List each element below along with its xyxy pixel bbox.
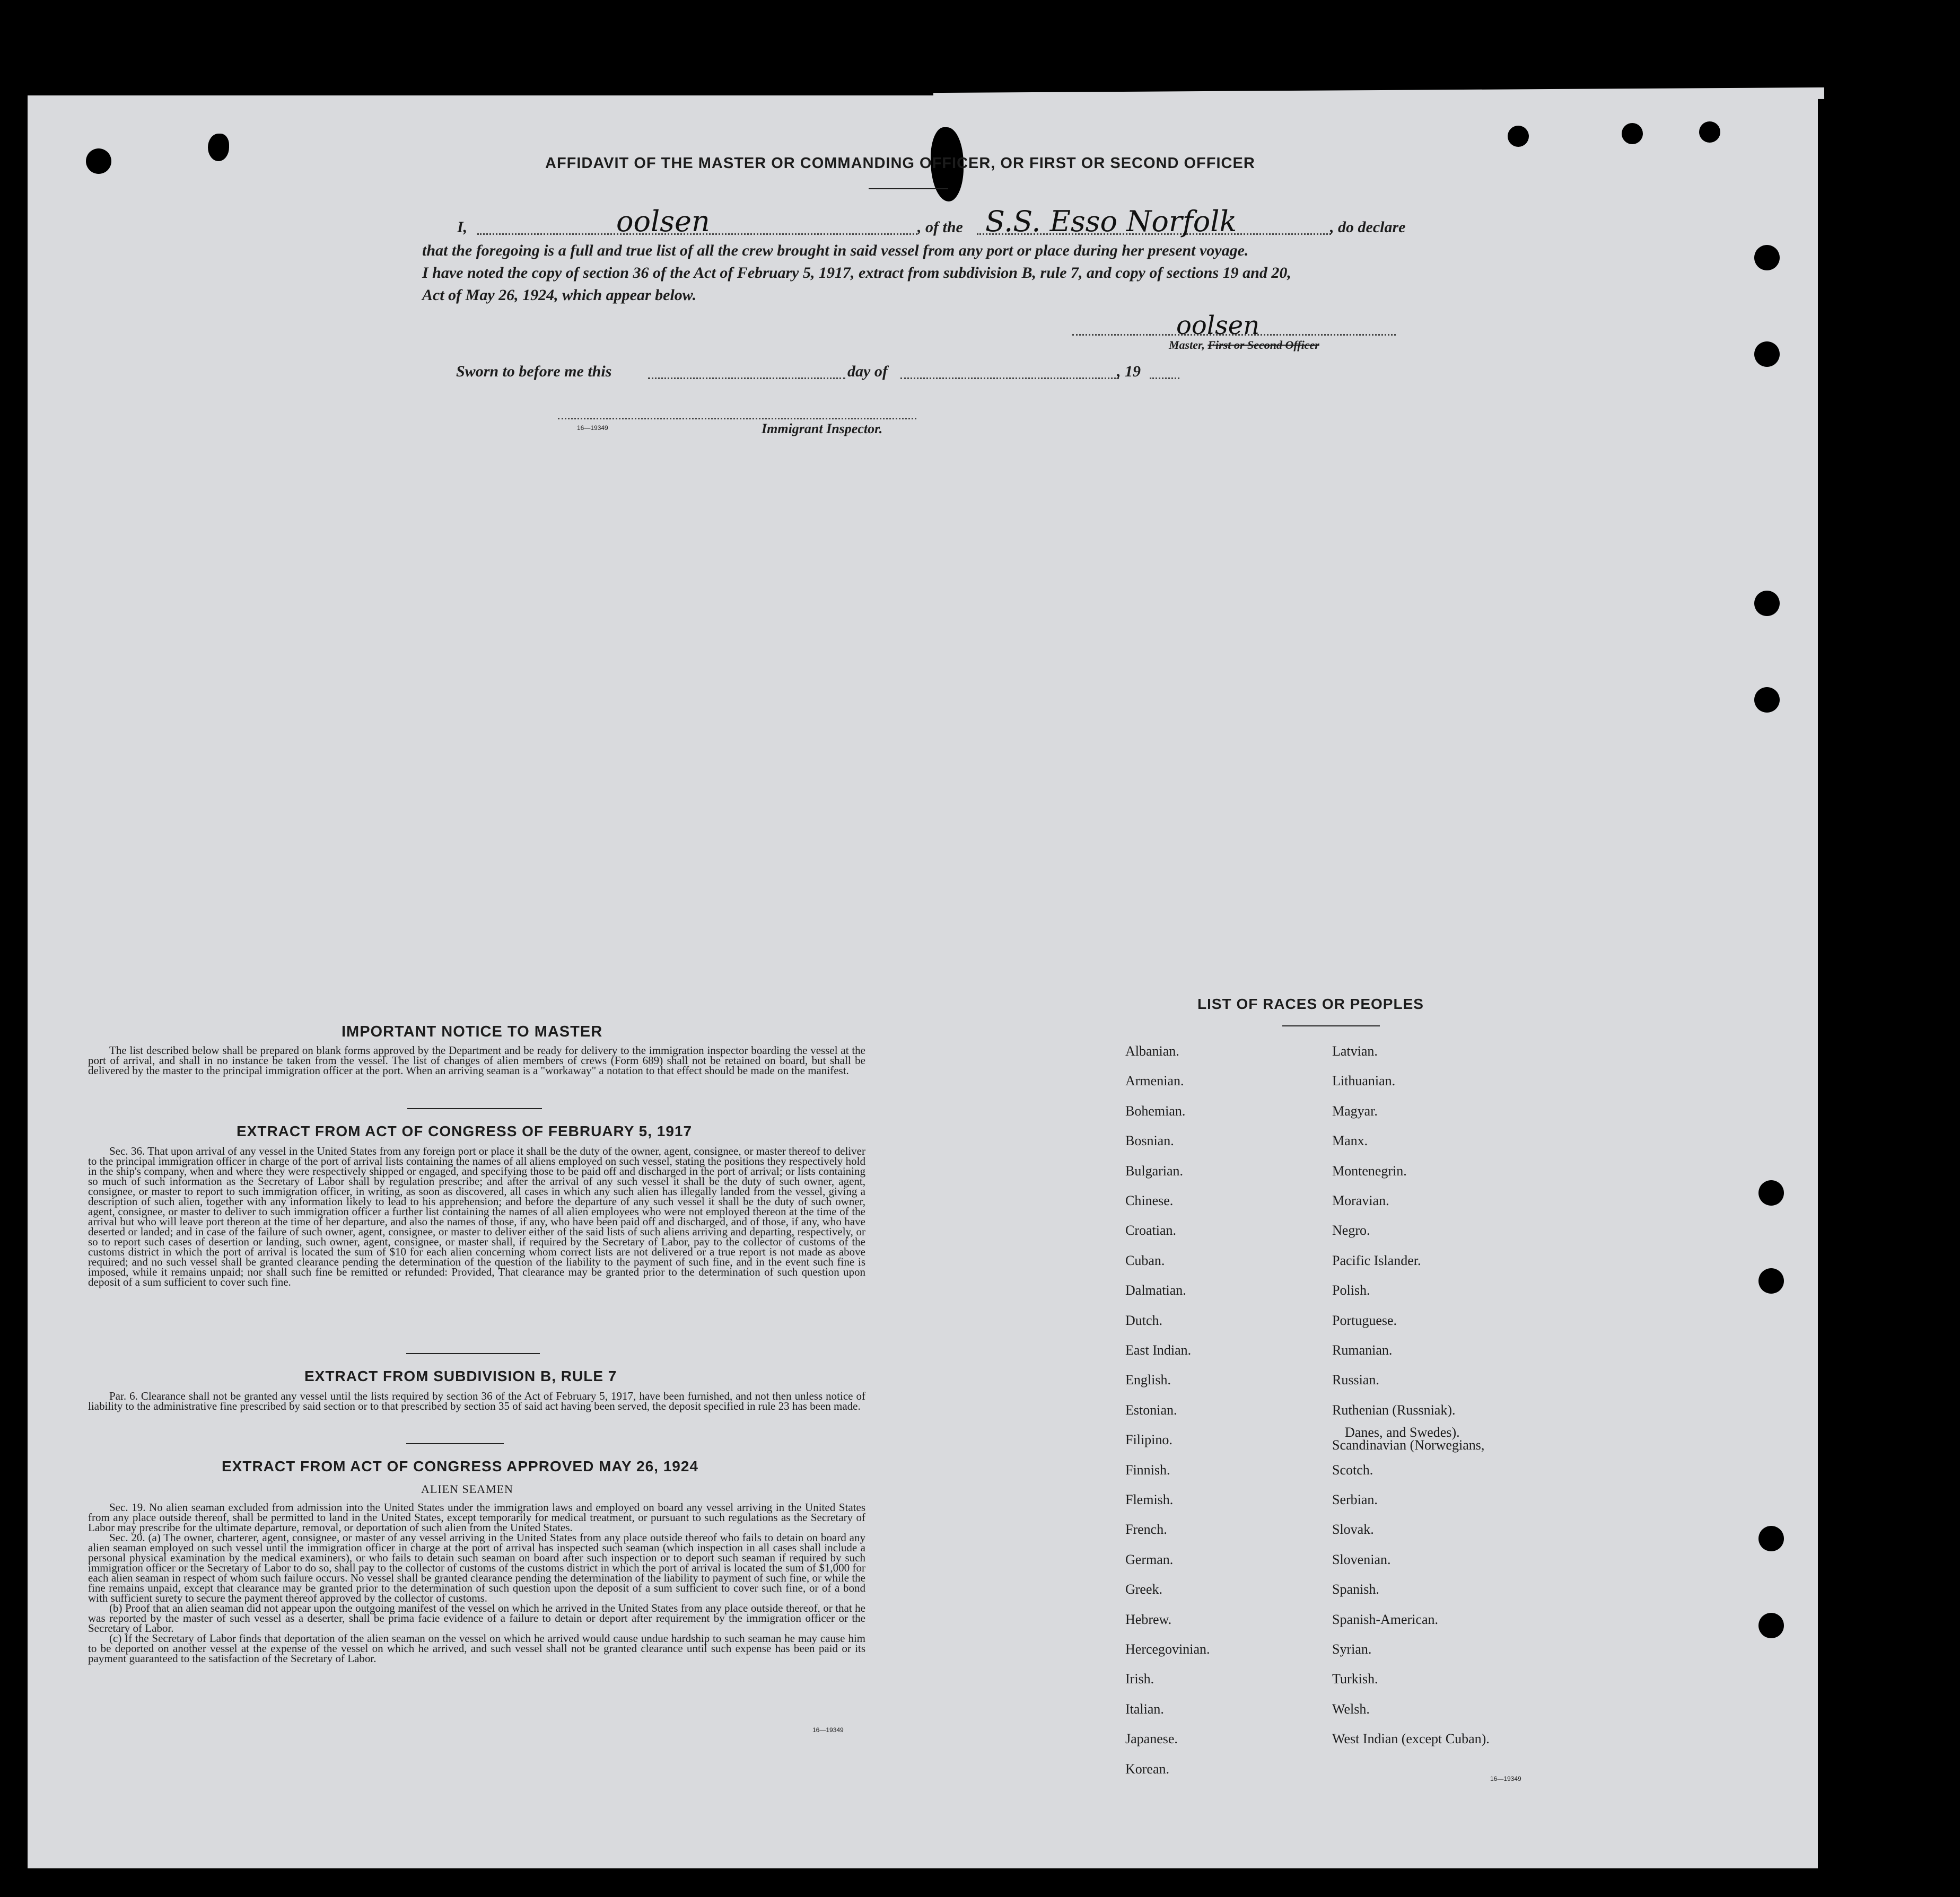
races-form-number: 16—19349 (1490, 1775, 1521, 1782)
race-item: Italian. (1125, 1701, 1164, 1717)
par-6-paragraph: Par. 6. Clearance shall not be granted any vessel until the lists required by section 36 of the Act of February 5, 1917, have been furnished, and not then unless notice of liability to the administrative fine prescribed by said section or to that prescribed by section 35 of said act having been served, the deposit specified in rule 23 has been made. (88, 1390, 865, 1412)
extract-1917-title: EXTRACT FROM ACT OF CONGRESS OF FEBRUARY 5, 1917 (237, 1123, 693, 1139)
notice-body (88, 1046, 865, 1076)
punch-hole (1508, 126, 1529, 147)
race-item: Hebrew. (1125, 1611, 1172, 1627)
affidavit-line3: I have noted the copy of section 36 of the Act of February 5, 1917, extract from subdivision B, rule 7, and copy of sections 19 and 20, (422, 264, 1291, 282)
race-item: Cuban. (1125, 1252, 1165, 1268)
rule7-body (88, 1391, 865, 1411)
race-item: Rumanian. (1332, 1342, 1393, 1358)
race-item: Serbian. (1332, 1492, 1378, 1507)
punch-hole (1758, 1268, 1784, 1294)
signature-caption (1169, 338, 1319, 352)
race-item: Portuguese. (1332, 1312, 1397, 1328)
punch-hole (86, 148, 111, 174)
race-item: Bosnian. (1125, 1133, 1174, 1149)
race-item: Montenegrin. (1332, 1163, 1407, 1179)
punch-hole (1754, 341, 1780, 367)
affidavit-line1-prefix: I, (457, 218, 468, 236)
race-item: Welsh. (1332, 1701, 1370, 1717)
punch-hole (1758, 1613, 1784, 1638)
race-item: Hercegovinian. (1125, 1641, 1210, 1657)
rule7-title: EXTRACT FROM SUBDIVISION B, RULE 7 (304, 1368, 617, 1384)
inspector-signature-line (558, 418, 916, 419)
punch-hole (1754, 687, 1780, 713)
alien-seamen-subtitle: ALIEN SEAMEN (421, 1482, 513, 1496)
section-divider (406, 1443, 504, 1444)
sec-36-paragraph: Sec. 36. That upon arrival of any vessel in the United States from any foreign port or place it shall be the duty of the owner, agent, consignee, or master thereof to deliver to the principal immigration officer in charge of the port of arrival lists containing the names of all aliens employed on such vessel, stating the positions they respectively hold in the ship's company, when and where they were respectively shipped or engaged, and specifying those to be paid off and discharged in the port of arrival; or lists containing so much of such information as the Secretary of Labor shall by regulation prescribe; and after the arrival of any such vessel it shall be the duty of such owner, agent, consignee, or master to report to such immigration officer, in writing, as soon as discovered, all cases in which any such alien has illegally landed from the vessel, giving a description of such alien, together with any information likely to lead to his apprehension; and before the departure of any such vessel it shall be the duty of such owner, agent, consignee, or master to deliver to such immigration officer a further list containing the names of all alien employees who were not employed thereon at the time of the arrival but who will leave port thereon at the time of her departure, and also the names of those, if any, who have been paid off and discharged, and of those, if any, who have deserted or landed; and in case of the failure of such owner, agent, consignee, or master to deliver either of the said lists of such aliens arriving and departing, respectively, or so to report such cases of desertion or landing, such owner, agent, consignee, or master shall, if required by the Secretary of Labor, pay to the collector of customs of the customs district in which the port of arrival is located the sum of $10 for each alien concerning whom correct lists are not delivered or a true report is not made as above required; and no such vessel shall be granted clearance pending the determination of the question of the liability to the payment of such fine, and in the event such fine is imposed, while it remains unpaid; nor shall such fine be remitted or refunded: Provided, That clearance may be granted prior to the determination of such question upon deposit of a sum sufficient to cover such fine. (88, 1145, 865, 1288)
affidavit-line4: Act of May 26, 1924, which appear below. (422, 286, 697, 304)
sworn-year: , 19 (1117, 363, 1141, 380)
race-item: French. (1125, 1522, 1167, 1538)
officer-name-handwritten: oolsen (616, 205, 710, 238)
sworn-day-blank (648, 377, 845, 379)
races-title-underline (1282, 1025, 1380, 1026)
race-item: Estonian. (1125, 1402, 1177, 1418)
race-item: Korean. (1125, 1761, 1170, 1777)
section-divider (407, 1108, 542, 1109)
race-item: Dutch. (1125, 1312, 1163, 1328)
race-item: Greek. (1125, 1582, 1163, 1597)
extract-form-number: 16—19349 (812, 1726, 844, 1734)
punch-hole (1622, 123, 1643, 144)
race-item: Magyar. (1332, 1103, 1378, 1119)
race-item: Bohemian. (1125, 1103, 1186, 1119)
race-item: Syrian. (1332, 1641, 1372, 1657)
race-item: Latvian. (1332, 1043, 1378, 1059)
signature-handwritten: oolsen (1176, 311, 1260, 340)
race-item: Flemish. (1125, 1492, 1174, 1507)
punch-hole (1754, 245, 1780, 270)
races-title: LIST OF RACES OR PEOPLES (1197, 996, 1424, 1012)
race-item: Albanian. (1125, 1043, 1179, 1059)
sec-19-paragraph: Sec. 19. No alien seaman excluded from admission into the United States under the immigration laws and employed on board any vessel arriving in the United States from any place outside thereof, shall be permitted to land in the United States, except temporarily for medical treatment, or pursuant to such regulations as the Secretary of Labor may prescribe for the ultimate departure, removal, or deportation of such alien from the United States. (88, 1501, 865, 1534)
race-item: Lithuanian. (1332, 1073, 1396, 1089)
race-item: Slovenian. (1332, 1551, 1391, 1567)
race-item: English. (1125, 1372, 1171, 1388)
affidavit-line2: that the foregoing is a full and true list of all the crew brought in said vessel from any port or place during her present voyage. (422, 242, 1249, 259)
notice-title: IMPORTANT NOTICE TO MASTER (342, 1023, 603, 1040)
sec-20c-paragraph: (c) If the Secretary of Labor finds that deportation of the alien seaman on the vessel on which he arrived would cause undue hardship to such seaman he may cause him to be deported on another vessel at the expense of the vessel on which he arrived, and such vessel shall not be granted clearance until such expense has been paid or its payment guaranteed to the satisfaction of the Secretary of Labor. (88, 1632, 865, 1665)
vessel-name-handwritten: S.S. Esso Norfolk (985, 205, 1237, 238)
sec-20a-paragraph: Sec. 20. (a) The owner, charterer, agent, consignee, or master of any vessel arriving in the United States from any place outside thereof who fails to detain on board any alien seaman employed on such vessel until the immigration officer in charge at the port of arrival has inspected such seaman (which inspection in all cases shall include a personal physical examination by the medical examiners), or who fails to detain such seaman on board after such inspection or to deport such seaman if required by such immigration officer or the Secretary of Labor to do so, shall pay to the collector of customs of the customs district in which the port of arrival is located the sum of $1,000 for each alien seaman in respect of whom such failure occurs. No vessel shall be granted clearance pending the determination of the liability to payment of such fine, or while the fine remains unpaid, except that clearance may be granted prior to the determination of such question upon the deposit of a sum sufficient to cover such fine, or of a bond with sufficient surety to secure the payment thereof approved by the collector of customs. (88, 1531, 865, 1604)
race-item: Dalmatian. (1125, 1283, 1186, 1298)
inspector-caption: Immigrant Inspector. (762, 421, 883, 436)
extract-1924-title: EXTRACT FROM ACT OF CONGRESS APPROVED MAY 26, 1924 (222, 1458, 698, 1474)
race-item: Ruthenian (Russniak). (1332, 1402, 1456, 1418)
section-divider (406, 1353, 540, 1354)
master-label: Master, (1169, 338, 1205, 352)
race-item: Bulgarian. (1125, 1163, 1184, 1179)
race-item: Moravian. (1332, 1193, 1389, 1208)
race-item: Irish. (1125, 1671, 1154, 1687)
punch-hole (1758, 1526, 1784, 1551)
race-item: Scandinavian (Norwegians, (1332, 1437, 1485, 1453)
struck-officer-label: First or Second Officer (1208, 338, 1319, 352)
affidavit-title: AFFIDAVIT OF THE MASTER OR COMMANDING OFFICER, OR FIRST OR SECOND OFFICER (545, 155, 1255, 172)
race-item: Manx. (1332, 1133, 1368, 1149)
affidavit-of-the: , of the (917, 218, 963, 236)
race-item: Pacific Islander. (1332, 1252, 1421, 1268)
sworn-day-of: day of (847, 363, 888, 380)
race-item: Filipino. (1125, 1432, 1172, 1448)
race-item: Croatian. (1125, 1223, 1177, 1239)
race-item: Finnish. (1125, 1462, 1170, 1478)
punch-hole (1754, 591, 1780, 616)
race-item: Russian. (1332, 1372, 1379, 1388)
race-item: Chinese. (1125, 1193, 1174, 1208)
race-item: Slovak. (1332, 1522, 1374, 1538)
race-item: West Indian (except Cuban). (1332, 1731, 1490, 1747)
title-underline (869, 188, 948, 189)
punch-hole (1699, 121, 1720, 143)
affidavit-form-number: 16—19349 (577, 424, 608, 432)
race-item: Spanish-American. (1332, 1611, 1439, 1627)
race-item: Turkish. (1332, 1671, 1378, 1687)
sworn-prefix: Sworn to before me this (456, 363, 612, 380)
race-item: Scotch. (1332, 1462, 1373, 1478)
sworn-month-blank (900, 377, 1119, 379)
race-item: Spanish. (1332, 1582, 1379, 1597)
punch-hole (1758, 1180, 1784, 1206)
sworn-year-blank (1150, 377, 1179, 379)
affidavit-do-declare: , do declare (1330, 218, 1406, 236)
race-item: Danes, and Swedes). (1345, 1424, 1460, 1440)
extract-1924-body (88, 1503, 865, 1664)
race-item: East Indian. (1125, 1342, 1192, 1358)
sec-20b-paragraph: (b) Proof that an alien seaman did not appear upon the outgoing manifest of the vessel on which he arrived in the United States from any place outside thereof, or that he was reported by the master of such vessel as a deserter, shall be prima facie evidence of a failure to detain or deport after requirement by the immigration officer or the Secretary of Labor. (88, 1602, 865, 1635)
race-item: Armenian. (1125, 1073, 1184, 1089)
race-item: Polish. (1332, 1283, 1370, 1298)
race-item: German. (1125, 1551, 1174, 1567)
race-item: Japanese. (1125, 1731, 1178, 1747)
race-item: Negro. (1332, 1223, 1370, 1239)
punch-hole (208, 134, 229, 161)
extract-1917-body (88, 1146, 865, 1287)
notice-paragraph: The list described below shall be prepared on blank forms approved by the Department and be ready for delivery to the immigration inspector boarding the vessel at the port of arrival, and shall in no instance be taken from the vessel. The list of changes of alien members of crews (Form 689) shall not be retained on board, but shall be delivered by the master to the principal immigration officer at the port. When an arriving seaman is a "workaway" a notation to that effect should be made on the manifest. (88, 1044, 865, 1077)
